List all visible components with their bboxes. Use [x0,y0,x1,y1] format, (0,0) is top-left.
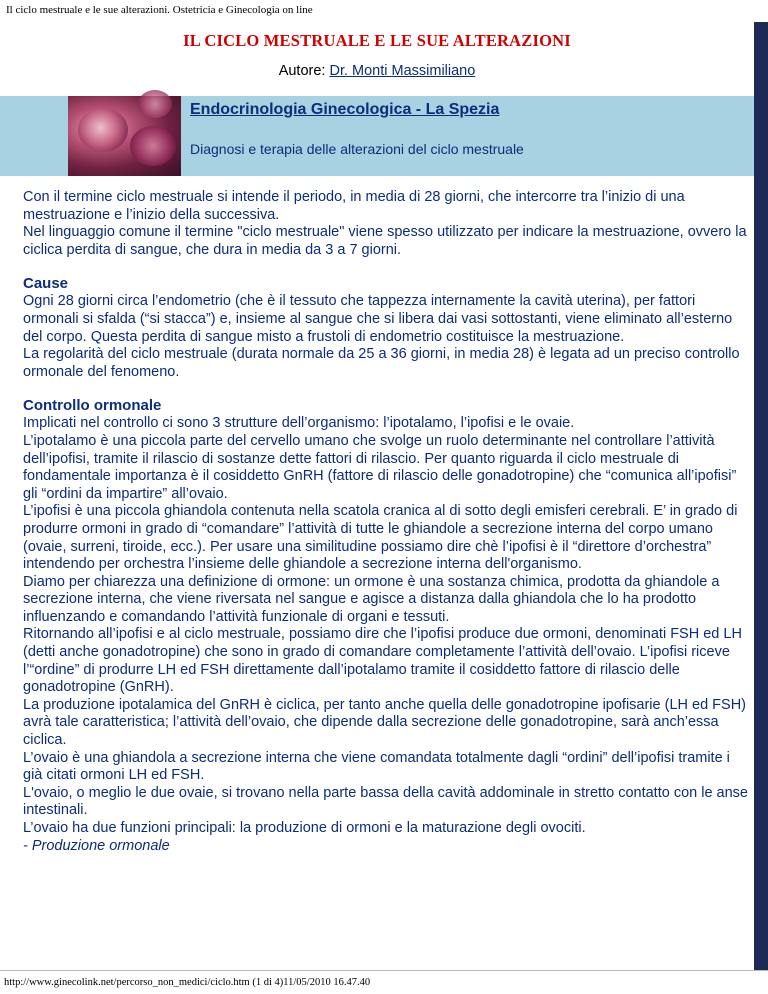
banner-title-link[interactable]: Endocrinologia Ginecologica - La Spezia [190,101,500,118]
cause-paragraph: Ogni 28 giorni circa l’endometrio (che è il tessuto che tappezza internamente la cavità uterina), per fattori ormonali si sfalda (“si stacca”) e, insieme al sangue che si libera dai vasi sottostanti, viene eliminato all’esterno del corpo. Questa perdita di sangue misto a frustoli di endometrio costituisce la mestruazione. [23,293,733,345]
controllo-paragraph: L’ovaio ha due funzioni principali: la produzione di ormoni e la maturazione degli ovociti. [23,820,586,836]
cause-paragraph: La regolarità del ciclo mestruale (durata normale da 25 a 36 giorni, in media 28) è legata ad un preciso controllo ormonale del fenomeno. [23,346,740,380]
controllo-paragraph: Implicati nel controllo ci sono 3 strutture dell’organismo: l’ipotalamo, l’ipofisi e le ovaie. [23,415,575,432]
page-title: IL CICLO MESTRUALE E LE SUE ALTERAZIONI [183,31,571,50]
intro-paragraph: Con il termine ciclo mestruale si intende il periodo, in media di 28 giorni, che intercorre tra l’inizio di una mestruazione e l’inizio della successiva. [23,189,685,223]
right-side-bar [754,22,768,970]
controllo-paragraph: Diamo per chiarezza una definizione di ormone: un ormone è una sostanza chimica, prodotta da ghiandole a secrezione interna, che viene riversata nel sangue e agisce a distanza dalla ghiandola che lo ha prodotto influenzando e comandando l’attività funzionale di organi e tessuti. [23,573,720,625]
author-label: Autore: [278,63,326,79]
section-heading-controllo: Controllo ormonale [23,397,162,415]
author-line [0,63,754,79]
print-header: Il ciclo mestruale e le sue alterazioni. Ostetricia e Ginecologia on line [6,4,313,16]
print-footer-url: http://www.ginecolink.net/percorso_non_medici/ciclo.htm (1 di 4)11/05/2010 16.47.40 [4,977,371,988]
author-link[interactable]: Dr. Monti Massimiliano [329,63,476,79]
footer-divider [0,970,768,971]
list-item-produzione-ormonale: - Produzione ormonale [23,837,170,854]
section-heading-cause: Cause [23,275,69,293]
controllo-paragraph: L’ovaio è una ghiandola a secrezione interna che viene comandata totalmente dagli “ordini” dell’ipofisi tramite i già citati ormoni LH ed FSH. [23,749,730,784]
banner-subtitle: Diagnosi e terapia delle alterazioni del ciclo mestruale [190,141,524,157]
controllo-paragraph: L’ipofisi è una piccola ghiandola contenuta nella scatola cranica al di sotto degli emisferi cerebrali. E’ in grado di produrre ormoni in grado di “comandare” l’attività di tutte le ghiandole a secrezione interna del corpo umano (ovaie, surreni, tiroide, ecc.). Per usare una similitudine possiamo dire chè l’ipofisi è il “direttore d’orchestra” intendendo per orchestra l’insieme delle ghiandole a secrezione interna dell'organismo. [23,503,738,573]
article-body [23,189,751,855]
blood-cells-image [68,96,181,176]
controllo-paragraph: L'ovaio, o meglio le due ovaie, si trovano nella parte bassa della cavità addominale in stretto contatto con le anse intestinali. [23,784,748,819]
controllo-paragraph: La produzione ipotalamica del GnRH è ciclica, per tanto anche quella delle gonadotropine ipofisarie (LH ed FSH) avrà tale caratteristica; l’attività dell’ovaio, che dipende dalla secrezione delle gonadotropine, sarà anch’essa ciclica. [23,696,747,749]
intro-paragraph: Nel linguaggio comune il termine "ciclo mestruale" viene spesso utilizzato per indicare la mestruazione, ovvero la ciclica perdita di sangue, che dura in media da 3 a 7 giorni. [23,224,747,258]
controllo-paragraph: L’ipotalamo è una piccola parte del cervello umano che svolge un ruolo determinante nel controllare l’attività dell’ipofisi, tramite il rilascio di sostanze dette fattori di rilascio. Per quanto riguarda il ciclo mestruale di fondamentale importanza è il cosiddetto GnRH (fattore di rilascio delle gonadotropine) che “comunica all’ipofisi” gli “ordini da impartire” all’ovaio. [23,432,737,502]
controllo-paragraph: Ritornando all’ipofisi e al ciclo mestruale, possiamo dire che l’ipofisi produce due ormoni, denominati FSH ed LH (detti anche gonadotropine) che sono in grado di comandare completamente l’attività dell’ovaio. L’ipofisi riceve l’“ordine” di produrre LH ed FSH direttamente dall’ipotalamo tramite il cosiddetto fattore di rilascio delle gonadotropine (GnRH). [23,626,742,696]
